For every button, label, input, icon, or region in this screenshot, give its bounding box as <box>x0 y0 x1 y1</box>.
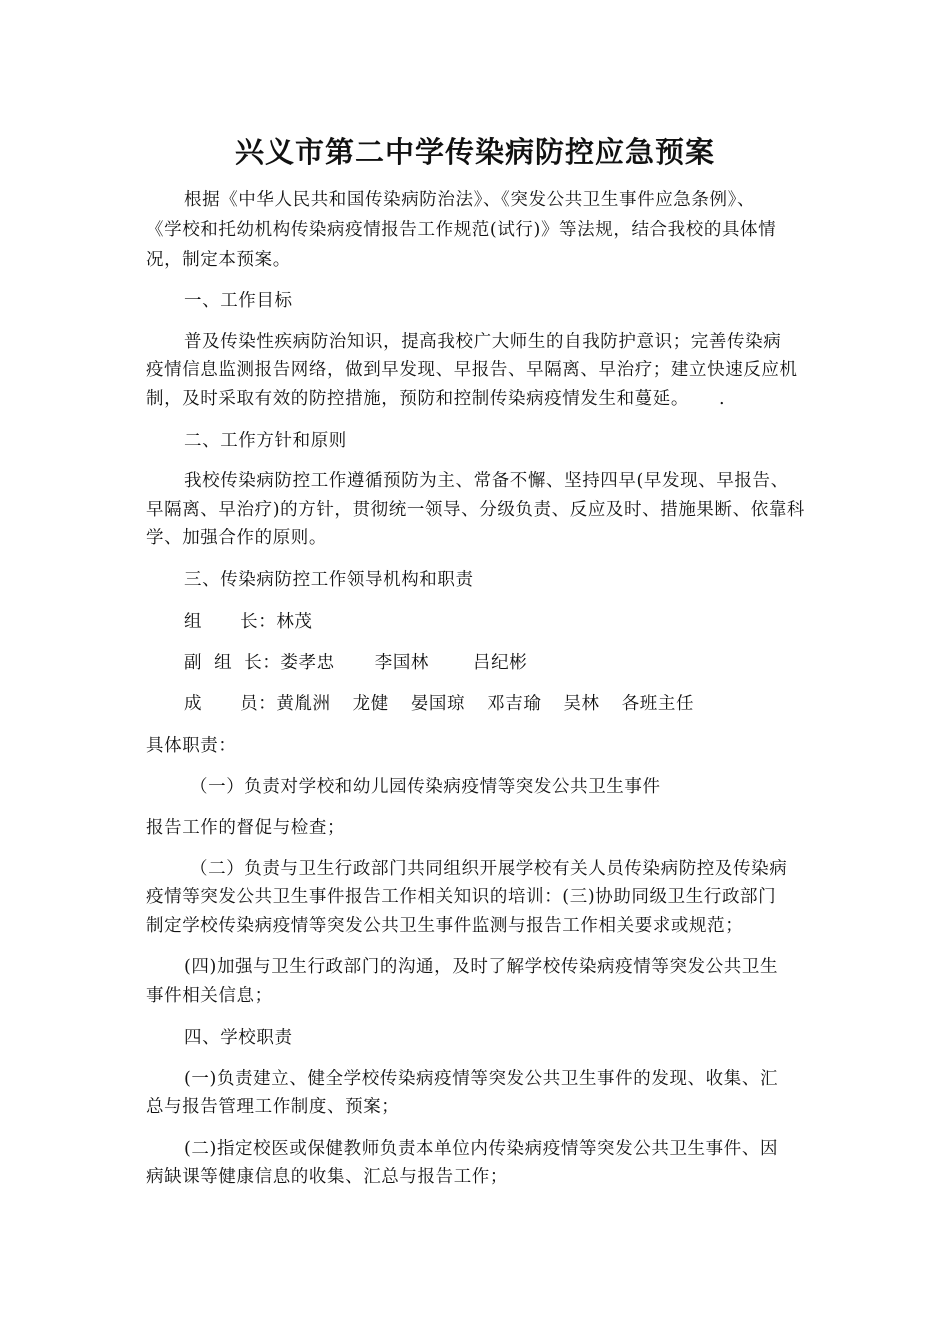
intro-line: 《学校和托幼机构传染病疫情报告工作规范(试行)》等法规，结合我校的具体情 <box>146 220 777 240</box>
intro-line: 况，制定本预案。 <box>146 250 291 270</box>
person-name: 吕纪彬 <box>473 653 528 673</box>
section-heading: 一、工作目标 <box>184 291 293 311</box>
paragraph-line: 早隔离、早治疗)的方针，贯彻统一领导、分级负责、反应及时、措施果断、依靠科 <box>146 500 806 520</box>
duty-line: (四)加强与卫生行政部门的沟通，及时了解学校传染病疫情等突发公共卫生 <box>184 957 779 977</box>
paragraph-line: 学、加强合作的原则。 <box>146 528 327 548</box>
stray-mark: . <box>719 389 726 409</box>
person-name: 龙健 <box>352 694 389 714</box>
person-name: 吴林 <box>563 694 600 714</box>
duty-line: （二）负责与卫生行政部门共同组织开展学校有关人员传染病防控及传染病 <box>190 859 788 879</box>
paragraph-line: 我校传染病防控工作遵循预防为主、常备不懈、坚持四早(早发现、早报告、 <box>184 471 789 491</box>
paragraph-line: 普及传染性疾病防治知识，提高我校广大师生的自我防护意识；完善传染病 <box>184 332 782 352</box>
section-heading: 三、传染病防控工作领导机构和职责 <box>184 570 474 590</box>
paragraph-line: 总与报告管理工作制度、预案； <box>146 1097 400 1117</box>
person-name: 晏国琼 <box>410 694 466 714</box>
document-title: 兴义市第二中学传染病防控应急预案 <box>234 135 715 169</box>
person-name: 黄胤洲 <box>276 694 331 714</box>
paragraph-line: (一)负责建立、健全学校传染病疫情等突发公共卫生事件的发现、收集、汇 <box>184 1069 779 1089</box>
paragraph-line: 病缺课等健康信息的收集、汇总与报告工作； <box>146 1167 508 1187</box>
leader-row <box>184 609 313 635</box>
duty-line: 事件相关信息； <box>146 986 273 1006</box>
paragraph-line: (二)指定校医或保健教师负责本单位内传染病疫情等突发公共卫生事件、因 <box>184 1139 779 1159</box>
duty-line: 疫情等突发公共卫生事件报告工作相关知识的培训：(三)协助同级卫生行政部门 <box>146 887 777 907</box>
role-label: 成 <box>184 694 203 714</box>
role-label: 员： <box>240 694 277 714</box>
role-label: 组 <box>184 612 203 632</box>
duty-line: （一）负责对学校和幼儿园传染病疫情等突发公共卫生事件 <box>190 777 661 797</box>
role-label: 长： <box>240 612 277 632</box>
intro-line: 根据《中华人民共和国传染病防治法》、《突发公共卫生事件应急条例》、 <box>184 190 756 210</box>
duty-line: 报告工作的督促与检查； <box>146 818 346 838</box>
duty-line: 制定学校传染病疫情等突发公共卫生事件监测与报告工作相关要求或规范； <box>146 916 744 936</box>
deputy-row <box>184 650 527 676</box>
duties-heading: 具体职责： <box>146 736 237 756</box>
paragraph-line: 疫情信息监测报告网络，做到早发现、早报告、早隔离、早治疗；建立快速反应机 <box>146 360 798 380</box>
person-name: 娄孝忠 <box>280 653 335 673</box>
paragraph-line <box>146 386 725 412</box>
section-heading: 四、学校职责 <box>184 1028 293 1048</box>
section-heading: 二、工作方针和原则 <box>184 431 347 451</box>
role-label: 副 <box>184 653 203 673</box>
role-label: 长： <box>244 653 281 673</box>
paragraph-text: 制，及时采取有效的防控措施，预防和控制传染病疫情发生和蔓延。 <box>146 389 689 409</box>
role-label: 组 <box>214 653 233 673</box>
person-name: 李国林 <box>374 653 430 673</box>
person-name: 林茂 <box>276 612 313 632</box>
person-name: 邓吉瑜 <box>487 694 542 714</box>
person-name: 各班主任 <box>621 694 695 714</box>
members-row <box>184 691 694 717</box>
